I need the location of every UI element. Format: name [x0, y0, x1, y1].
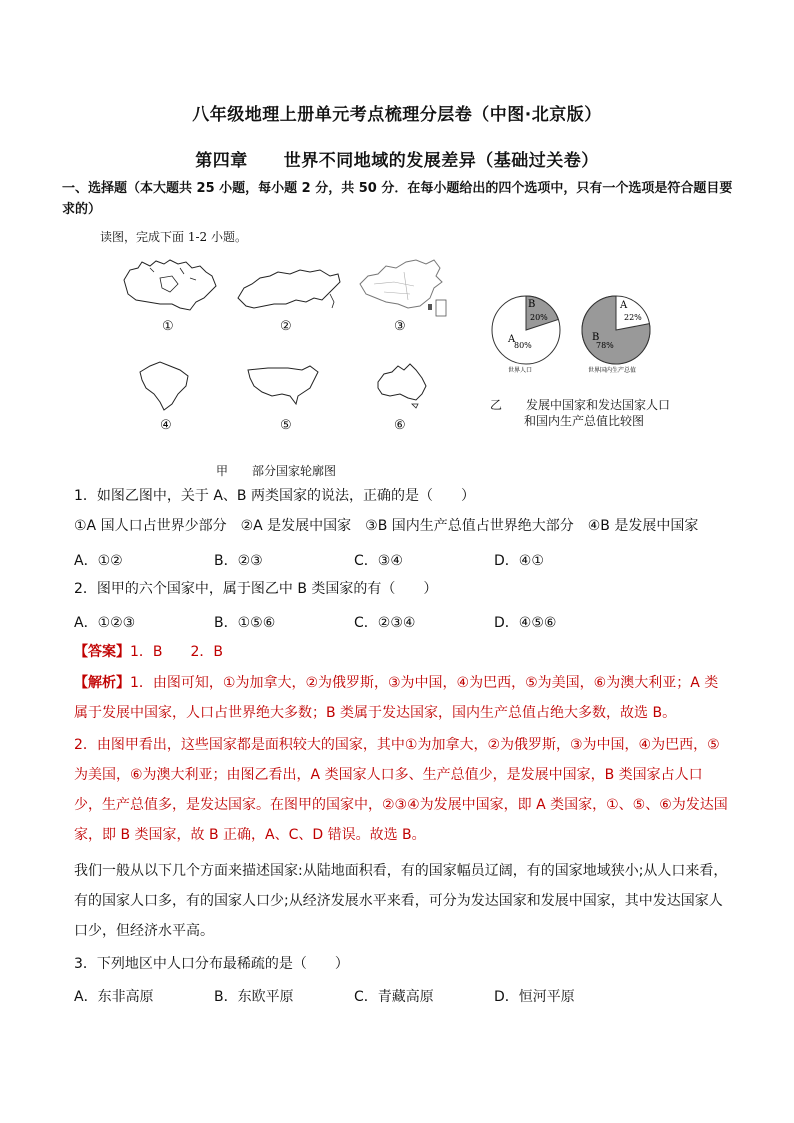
section-heading: 一、选择题（本大题共 25 小题，每小题 2 分，共 50 分．在每小题给出的四个选项中，只有一个选项是符合题目要求的）: [62, 181, 733, 217]
question-1-statements: ①A 国人口占世界少部分 ②A 是发展中国家 ③B 国内生产总值占世界绝大部分 ④B 是发展中国家: [74, 518, 699, 534]
answer-line: [74, 643, 223, 661]
map-number-3: ③: [394, 319, 406, 334]
pie-gdp: [574, 292, 658, 376]
analysis-text-1: 1．由图可知，①为加拿大，②为俄罗斯，③为中国，④为巴西，⑤为美国，⑥为澳大利亚；A 类属于发展中国家，人口占世界绝大多数；B 类属于发达国家，国内生产总值占绝大多数，故选 B。: [74, 675, 719, 721]
pie-population: [484, 292, 568, 376]
q1-option-a[interactable]: A．①②: [74, 553, 123, 569]
q2-option-a[interactable]: A．①②③: [74, 615, 136, 631]
figure-jia: [110, 250, 450, 480]
figure-yi-caption-line2: 和国内生产总值比较图: [524, 414, 645, 428]
figure-jia-caption: 甲 部分国家轮廓图: [216, 464, 337, 478]
pie-gdp-caption: 世界国内生产总值: [588, 367, 637, 374]
answer-text: 1．B 2．B: [130, 644, 224, 660]
map-number-2: ②: [280, 319, 292, 334]
q1-option-c[interactable]: C．③④: [354, 553, 403, 569]
figure-yi-caption-line1: 乙 发展中国家和发达国家人口: [490, 398, 671, 412]
q3-option-c[interactable]: C．青藏高原: [354, 989, 434, 1005]
q2-option-d[interactable]: D．④⑤⑥: [494, 615, 557, 631]
question-2-stem: 2．图甲的六个国家中，属于图乙中 B 类国家的有（ ）: [74, 581, 438, 597]
q1-option-d[interactable]: D．④①: [494, 553, 544, 569]
map-number-4: ④: [160, 418, 172, 433]
question-2-options: [74, 612, 674, 632]
pie-population-value-a: 80%: [514, 341, 532, 350]
pie-population-label-b: B: [528, 299, 536, 310]
q1-option-b[interactable]: B．②③: [214, 553, 263, 569]
chapter-title: [0, 146, 794, 171]
pie-population-value-b: 20%: [530, 313, 548, 322]
analysis-paragraph-3: 我们一般从以下几个方面来描述国家:从陆地面积看，有的国家幅员辽阔，有的国家地域狭小;从人口来看，有的国家人口多，有的国家人口少;从经济发展水平来看，可分为发达国家和发展中国家，其中发达国家人口少，但经济水平高。: [74, 863, 728, 939]
q2-option-c[interactable]: C．②③④: [354, 615, 416, 631]
question-3-stem: 3．下列地区中人口分布最稀疏的是（ ）: [74, 956, 349, 972]
chapter-name: 世界不同地域的发展差异（基础过关卷）: [283, 151, 599, 171]
analysis-paragraph-2: 2．由图甲看出，这些国家都是面积较大的国家，其中①为加拿大，②为俄罗斯，③为中国，④为巴西，⑤为美国，⑥为澳大利亚；由图乙看出，A 类国家人口多、生产总值少，是发展中国家，B 类国家占人口少，生产总值多，是发达国家。在图甲的国家中，②③④为发展中国家，即 A 类国家，①、⑤、⑥为发达国家，即 B 类国家，故 B 正确，A、C、D 错误。故选 B。: [74, 737, 728, 843]
brazil-outline-icon: [134, 358, 194, 416]
answer-tag: 【答案】: [74, 644, 130, 660]
pie-gdp-value-b: 78%: [596, 341, 614, 350]
document-title: 八年级地理上册单元考点梳理分层卷（中图·北京版）: [192, 105, 602, 125]
russia-outline-icon: [234, 264, 344, 316]
question-1-stem: 1．如图乙图中，关于 A、B 两类国家的说法，正确的是（ ）: [74, 488, 475, 504]
pie-gdp-label-a: A: [620, 300, 628, 311]
q3-option-a[interactable]: A．东非高原: [74, 989, 154, 1005]
q3-option-b[interactable]: B．东欧平原: [214, 989, 294, 1005]
usa-outline-icon: [244, 362, 324, 408]
question-1-options: [74, 550, 674, 570]
pie-population-caption: 世界人口: [508, 367, 533, 374]
canada-outline-icon: [120, 258, 220, 320]
intro-text: 读图，完成下面 1-2 小题。: [100, 230, 247, 244]
map-number-1: ①: [162, 319, 174, 334]
question-3-options: [74, 986, 674, 1006]
analysis-tag: 【解析】: [74, 675, 130, 691]
pie-gdp-label-b: B: [592, 332, 600, 343]
pie-gdp-value-a: 22%: [624, 313, 642, 322]
analysis-paragraph-1: [74, 668, 730, 728]
q3-option-d[interactable]: D．恒河平原: [494, 989, 575, 1005]
q2-option-b[interactable]: B．①⑤⑥: [214, 615, 276, 631]
pie-population-label-a: A: [508, 334, 516, 345]
chapter-number: 第四章: [195, 151, 248, 171]
figure-yi: [484, 292, 714, 432]
china-outline-icon: [354, 254, 454, 322]
australia-outline-icon: [372, 360, 432, 410]
map-number-5: ⑤: [280, 418, 292, 433]
map-number-6: ⑥: [394, 418, 406, 433]
